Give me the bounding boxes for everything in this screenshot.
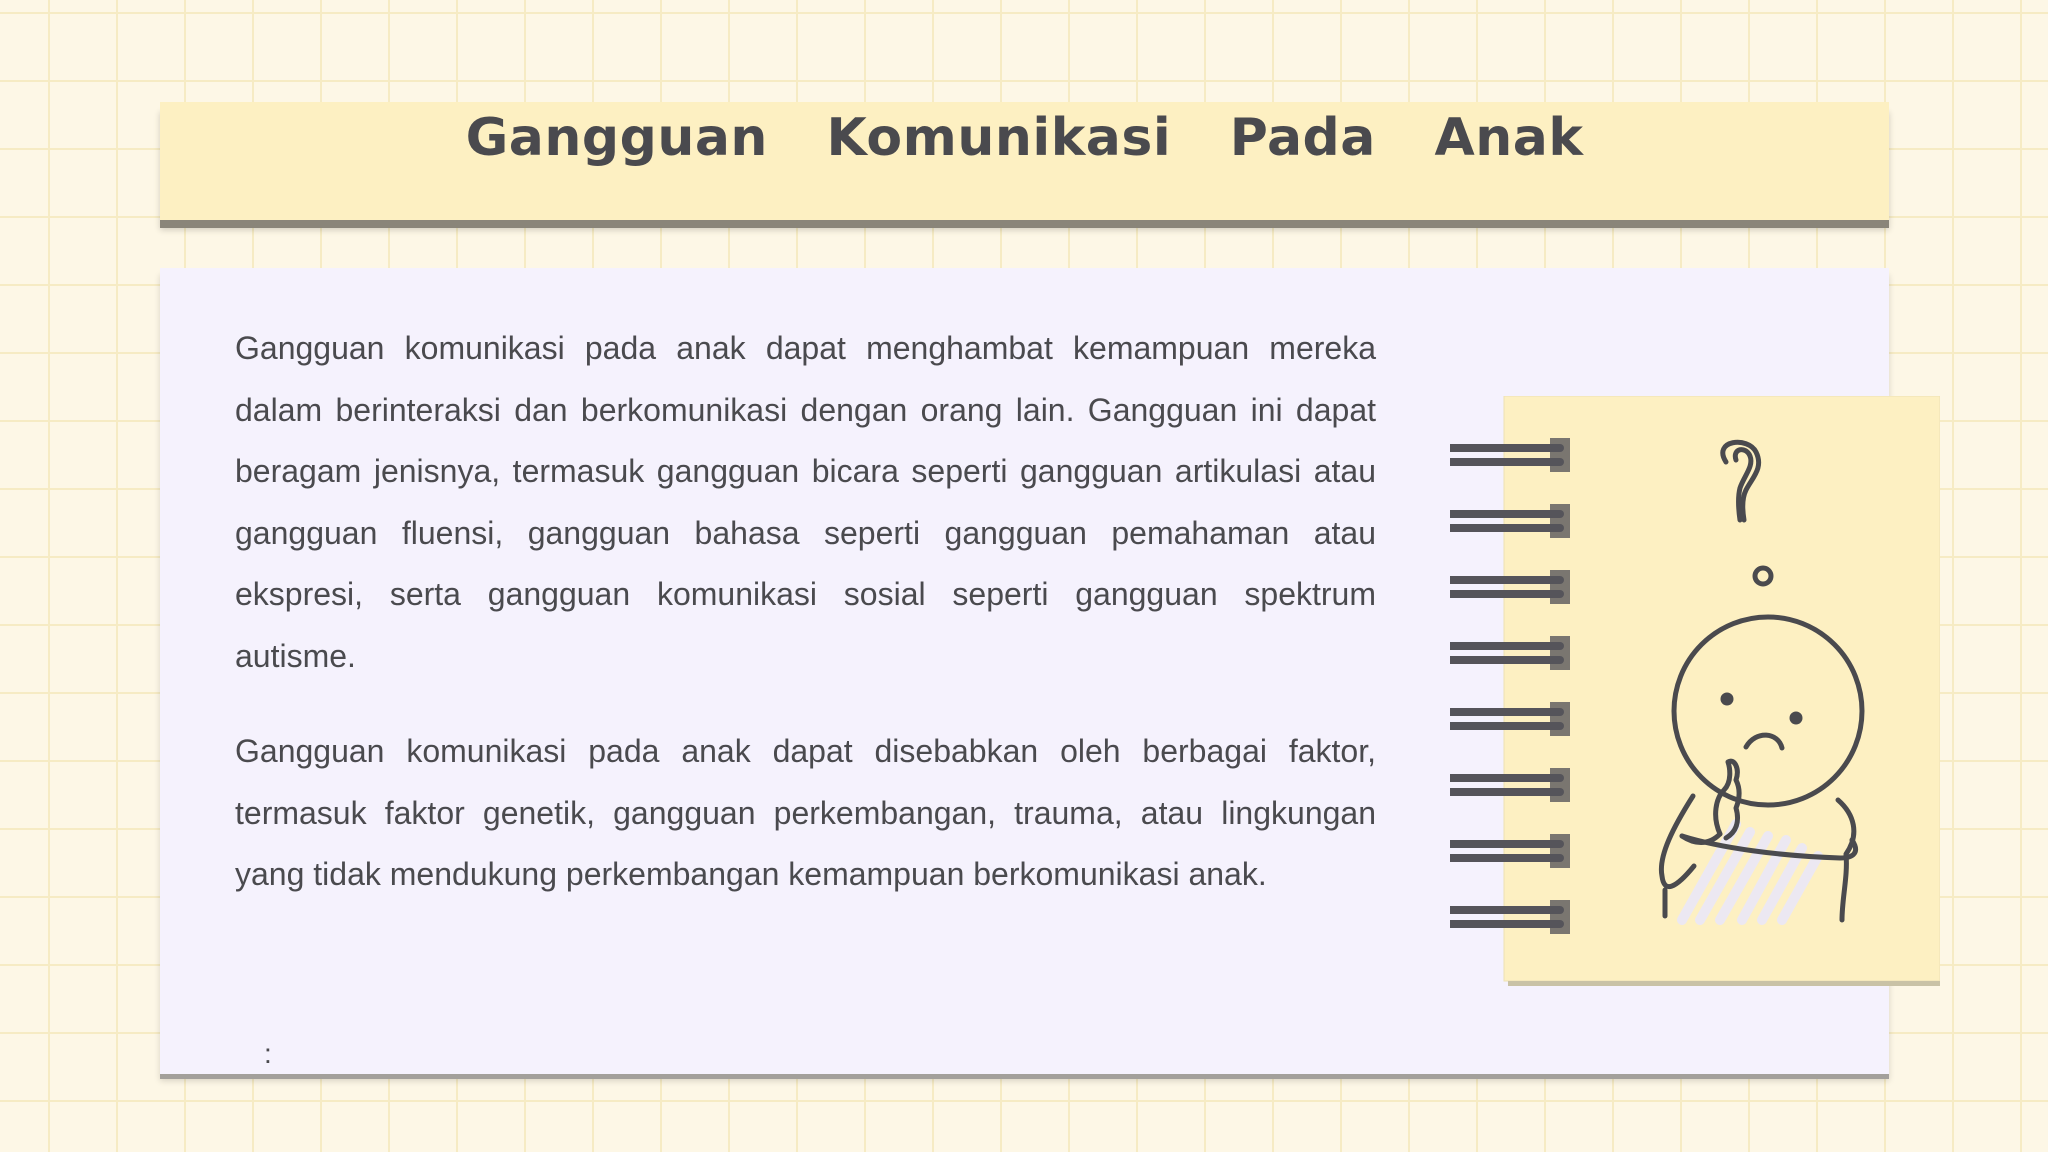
paragraph-definition: Gangguan komunikasi pada anak dapat menghambat kemampuan mereka dalam berinteraksi dan berkomunikasi dengan orang lain. Gangguan ini dapat beragam jenisnya, termasuk gangguan bicara seperti gangguan artikulasi atau gangguan fluensi, gangguan bahasa seperti gangguan pemahaman atau ekspresi, serta gangguan komunikasi sosial seperti gangguan spektrum autisme. [235, 330, 1376, 674]
paragraph-causes: Gangguan komunikasi pada anak dapat disebabkan oleh berbagai faktor, termasuk faktor genetik, gangguan perkembangan, trauma, atau lingkungan yang tidak mendukung perkembangan kemampuan berkomunikasi anak. [235, 733, 1376, 892]
notebook-illustration [1450, 396, 1940, 986]
notebook-page [1504, 396, 1940, 981]
body-text [235, 318, 1376, 940]
title-card [160, 102, 1889, 220]
stray-mark: : [264, 1038, 272, 1069]
page-title: Gangguan Komunikasi Pada Anak [465, 108, 1584, 168]
